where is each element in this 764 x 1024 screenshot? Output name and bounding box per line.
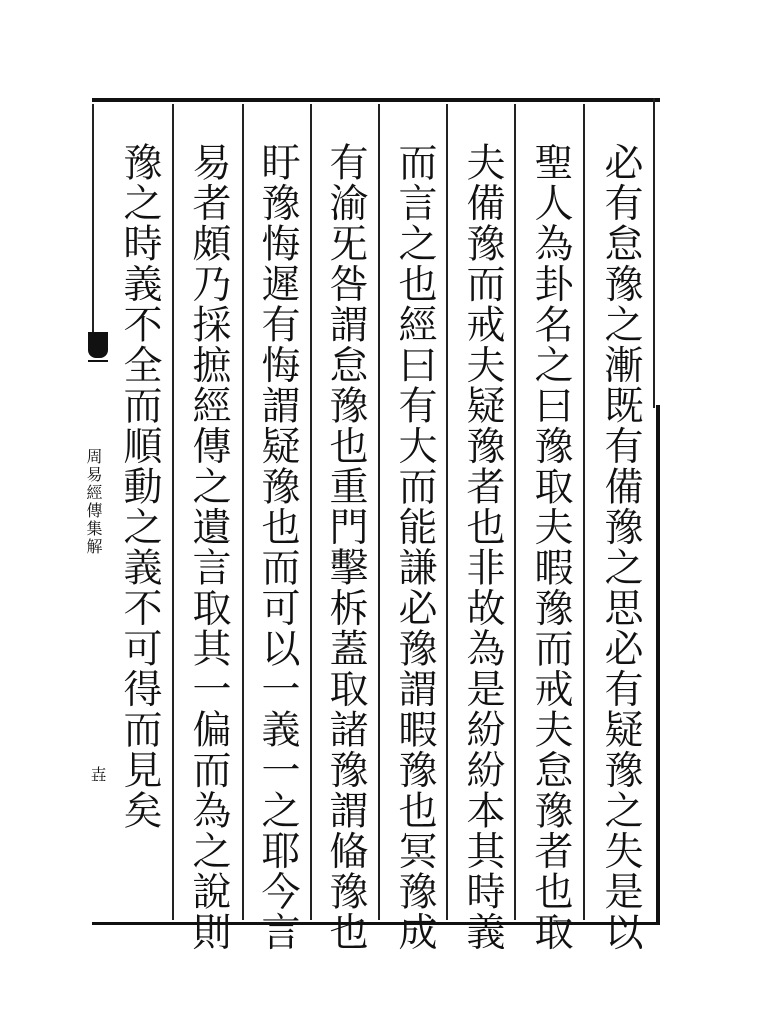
text-column-5: 有渝旡咎謂怠豫也重門擊柝蓋取諸豫謂偹豫也 xyxy=(323,142,368,952)
column-rule xyxy=(583,104,585,920)
column-rule xyxy=(514,104,516,920)
column-rule xyxy=(446,104,448,920)
text-column-8: 豫之時義不全而順動之義不可得而見矣 xyxy=(117,142,162,831)
fishtail-mark xyxy=(88,332,108,358)
margin-page-number: 壵 xyxy=(88,766,107,782)
margin-book-title: 周易經傳集解 xyxy=(84,448,103,556)
text-column-4: 而言之也經曰有大而能謙必豫謂暇豫也冥豫成 xyxy=(392,142,437,952)
frame-right-border xyxy=(656,405,660,925)
text-column-7: 易者頗乃採摭經傳之遺言取其一偏而為之說則 xyxy=(186,142,231,952)
fishtail-line xyxy=(88,360,108,362)
text-column-1: 必有怠豫之漸既有備豫之思必有疑豫之失是以 xyxy=(598,142,643,952)
margin-strip xyxy=(92,104,104,334)
column-rule xyxy=(378,104,380,920)
column-rule xyxy=(172,104,174,920)
frame-top-border xyxy=(92,98,660,102)
text-column-3: 夫備豫而戒夫疑豫者也非故為是紛紛本其時義 xyxy=(460,142,505,952)
frame-right-border-upper xyxy=(653,98,655,408)
text-column-6: 盱豫悔遲有悔謂疑豫也而可以一義一之耶今言 xyxy=(255,142,300,952)
text-column-2: 聖人為卦名之曰豫取夫暇豫而戒夫怠豫者也取 xyxy=(528,142,573,952)
column-rule xyxy=(242,104,244,920)
column-rule xyxy=(310,104,312,920)
